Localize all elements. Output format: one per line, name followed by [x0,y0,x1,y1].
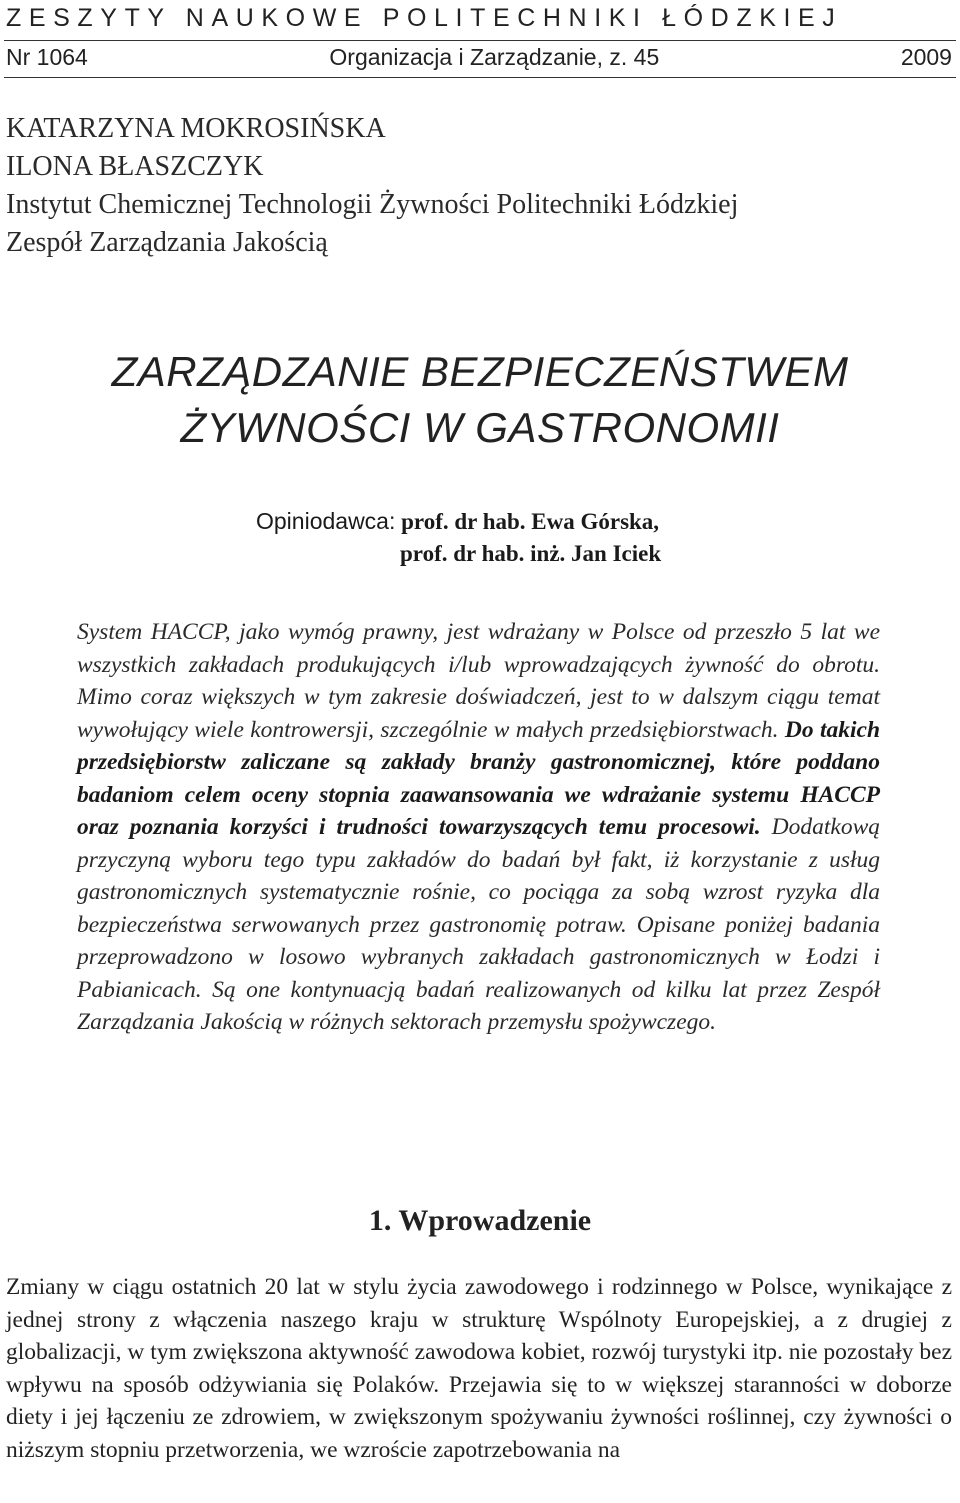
issue-series: Organizacja i Zarządzanie, z. 45 [329,44,660,70]
issue-number: Nr 1064 [6,44,88,70]
reviewer-name: prof. dr hab. inż. Jan Iciek [400,541,662,566]
reviewer-name: prof. dr hab. Ewa Górska, [401,509,660,534]
abstract-text: Dodatkową przyczyną wyboru tego typu zakładów do badań był fakt, iż korzystanie z usług gastronomicznych systematycznie rośnie, co pociąga za sobą wzrost ryzyka dla bezpieczeństwa serwowanych przez gastronomię potraw. Opisane poniżej badania przeprowadzono w losowo wybranych zakładach gastronomicznych w Łodzi i Pabianicach. Są one kontynuacją badań realizowanych od kilku lat przez Zespół Zarządzania Jakością w różnych sektorach przemysłu spożywczego. [77,814,881,1035]
issue-rule [4,77,956,78]
body-paragraph: Zmiany w ciągu ostatnich 20 lat w stylu życia zawodowego i rodzinnego w Polsce, wynikające z jednej strony z włączenia naszego kraju w strukturę Wspólnoty Europejskiej, a z drugiej z globalizacji, w tym zwiększona aktywność zawodowa kobiet, rozwój turystyki itp. nie pozostały bez wpływu na sposób odżywiania się Polaków. Przejawia się to w większej staranności w doborze diety i jej łączeniu ze zdrowiem, w zwiększonym spożywaniu żywności roślinnej, czy żywności o niższym stopniu przetworzenia, we wzroście zapotrzebowania na [6,1274,952,1463]
masthead-rule [4,40,956,41]
abstract [77,616,880,1039]
title-line: ZARZĄDZANIE BEZPIECZEŃSTWEM [111,348,849,395]
abstract-bold-text: Do takich przedsiębiorstw zaliczane są zakłady branży gastronomicznej, które poddano badaniom celem oceny stopnia zaawansowania we wdrażanie systemu HACCP oraz poznania korzyści i trudności towarzyszących temu procesowi. [77,716,881,840]
reviewer-label: Opiniodawca: [256,508,396,534]
author-name: ILONA BŁASZCZYK [6,151,264,182]
issue-year: 2009 [900,44,952,70]
affiliation: Instytut Chemicznej Technologii Żywności Politechniki Łódzkiej [6,189,739,220]
issue-info-row [6,44,952,71]
journal-masthead: ZESZYTY NAUKOWE POLITECHNIKI ŁÓDZKIEJ [6,4,843,32]
authors-block [6,110,738,262]
paper-title [0,344,960,456]
author-name: KATARZYNA MOKROSIŃSKA [6,113,386,144]
affiliation: Zespół Zarządzania Jakością [6,227,328,258]
section-heading: 1. Wprowadzenie [368,1204,592,1237]
abstract-text: System HACCP, jako wymóg prawny, jest wdrażany w Polsce od przeszło 5 lat we wszystkich zakładach produkujących i/lub wprowadzających żywność do obrotu. Mimo coraz większych w tym zakresie doświadczeń, jest to w dalszym ciągu temat wywołujący wiele kontrowersji, szczególnie w małych przedsiębiorstwach. [77,619,880,743]
reviewer-block [256,505,661,570]
title-line: ŻYWNOŚCI W GASTRONOMII [180,404,780,451]
